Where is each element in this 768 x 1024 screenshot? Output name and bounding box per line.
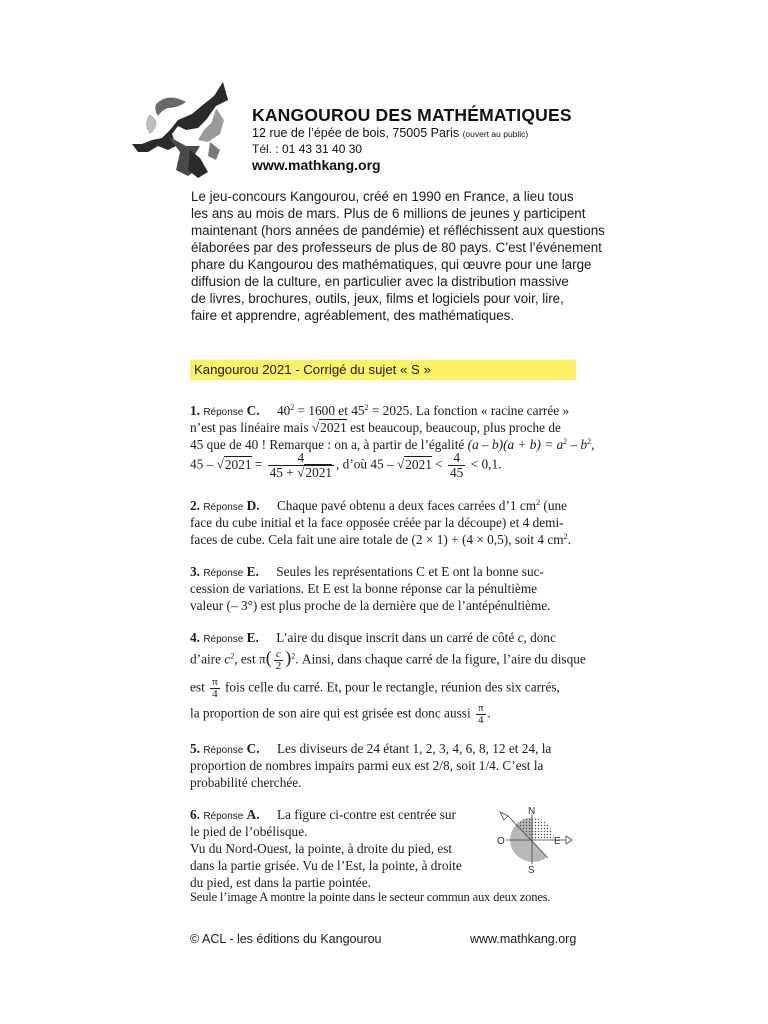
text: . xyxy=(487,705,491,721)
sup: 2 xyxy=(364,403,369,412)
answer-label: Réponse xyxy=(203,502,244,513)
fraction xyxy=(448,451,465,480)
answer-2 xyxy=(190,497,580,549)
text: = 1600 et 45 xyxy=(294,403,365,418)
text: . Ainsi, dans chaque carré de la figure, l’aire du disque xyxy=(295,651,586,667)
text: du pied, est dans la partie pointée. xyxy=(190,875,371,890)
text: fois celle du carré. Et, pour le rectangle, réunion des six carrés, xyxy=(221,679,560,695)
answer-number: 4. xyxy=(190,630,200,645)
text: , xyxy=(591,437,595,452)
numerator: 4 xyxy=(268,451,334,466)
answer-label: Réponse xyxy=(203,811,244,822)
east-arrow-icon xyxy=(566,836,572,844)
intro-line: les ans au mois de mars. Plus de 6 millions de jeunes y participent xyxy=(191,206,586,221)
text: , donc xyxy=(523,630,556,645)
section-header xyxy=(190,360,576,380)
text: 45 + xyxy=(269,465,298,480)
text: valeur (– 3°) est plus proche de la dernière que de l’antépénultième. xyxy=(190,598,551,613)
math: – b xyxy=(567,437,588,452)
intro-line: phare du Kangourou des mathématiques, qui œuvre pour une large xyxy=(191,257,592,272)
answer-label: Réponse xyxy=(203,568,244,579)
math: (a – b)(a + b) = a xyxy=(467,437,564,452)
sup: 2 xyxy=(290,403,295,412)
address-text: 12 rue de l’épée de bois, 75005 Paris xyxy=(252,126,460,140)
numerator: π xyxy=(477,702,484,714)
fraction xyxy=(210,677,220,700)
numerator: 4 xyxy=(448,451,465,466)
intro-line: élaborées par des professeurs de plus de 80 pays. C’est l’événement xyxy=(191,240,602,255)
sup: 2 xyxy=(291,651,296,661)
answer-letter: E. xyxy=(246,630,259,645)
intro-paragraph xyxy=(191,188,605,324)
text: est xyxy=(190,679,209,695)
text: La figure ci-contre est centrée sur xyxy=(276,807,456,822)
denominator: 4 xyxy=(212,688,218,700)
sqrt-term: 2021 xyxy=(305,465,333,480)
org-address xyxy=(252,126,528,140)
compass-east: E xyxy=(554,836,561,847)
text: = xyxy=(251,456,266,472)
text: est beaucoup, beaucoup, plus proche de xyxy=(346,420,561,435)
answer-letter: A. xyxy=(246,807,260,822)
math: c xyxy=(224,651,231,667)
text: 40 xyxy=(276,403,291,418)
text: . xyxy=(567,532,571,547)
org-title: KANGOUROU DES MATHÉMATIQUES xyxy=(252,105,572,125)
denominator: 45 + √2021 xyxy=(269,465,333,480)
text: la proportion de son aire qui est grisée est donc aussi xyxy=(190,705,474,721)
footer-website: www.mathkang.org xyxy=(470,932,577,946)
sqrt-term: 2021 xyxy=(405,456,432,472)
sup: 2 xyxy=(563,532,568,541)
text: Seules les représentations C et E ont la bonne suc- xyxy=(276,564,544,579)
answer-4: 4. Réponse E. L’aire du disque inscrit dans un carré de côté c, donc d’aire $c^2$, est π( $\frac{c}{2}$ )$^2$. Ainsi, dans chaque carré de la figure, l’aire du disque est $\frac{\pi}{4}$ fois celle du carré. Et, pour le rectangle, réunion des six carrés, la proportion de son aire qui est grisée est donc aussi $\frac{\pi}{4}$ . xyxy=(190,630,586,726)
text: n’est pas linéaire mais xyxy=(190,420,312,435)
sup: 2 xyxy=(587,437,592,446)
answer-1: 1. Réponse C. $40^2 = 1600$ et $45^2 = 2025$. La fonction « racine carrée » n’est pas linéaire mais √2021 est beaucoup, beaucoup, plus proche de 45 que de 40 ! Remarque : on a, à partir de l’égalité $(a - b)(a + b) = a^2 - b^2$, 45 – √2021 = $\frac{4}{45 + √2021}$ , d’où 45 – √2021 < $\frac{4}{45}$ < 0,1. xyxy=(190,403,595,480)
answer-3 xyxy=(190,563,580,615)
numerator: c xyxy=(274,649,284,661)
address-note: (ouvert au public) xyxy=(462,129,529,139)
footer-copyright: © ACL - les éditions du Kangourou xyxy=(190,932,382,946)
compass-west: O xyxy=(497,836,505,847)
text: 45 – xyxy=(190,456,217,472)
answer-number: 6. xyxy=(190,807,200,822)
text: d’aire xyxy=(190,651,225,667)
text: = 2025. La fonction « racine carrée » xyxy=(368,403,570,418)
org-website: www.mathkang.org xyxy=(252,157,381,173)
compass-north: N xyxy=(528,806,536,817)
denominator: 45 xyxy=(450,465,464,480)
text: Vu du Nord-Ouest, la pointe, à droite du pied, est xyxy=(190,841,453,856)
text: Les diviseurs de 24 étant 1, 2, 3, 4, 6, 8, 12 et 24, la xyxy=(276,741,552,756)
answer-number: 2. xyxy=(190,498,200,513)
sup: 2 xyxy=(536,498,541,507)
text: face du cube initial et la face opposée créée par la découpe) et 4 demi- xyxy=(190,515,564,530)
intro-line: de livres, brochures, outils, jeux, films et logiciels pour voir, lire, xyxy=(191,291,564,306)
answer-number: 5. xyxy=(190,741,200,756)
nw-arrow-icon xyxy=(500,812,508,820)
denominator: 4 xyxy=(478,714,484,726)
text: cession de variations. Et E est la bonne réponse car la pénultième xyxy=(190,581,538,596)
text: , d’où 45 – xyxy=(336,456,397,472)
fraction xyxy=(274,649,284,672)
answer-5 xyxy=(190,740,580,792)
sqrt-term: 2021 xyxy=(224,456,252,472)
org-phone: Tél. : 01 43 31 40 30 xyxy=(252,142,363,156)
answer-letter: C. xyxy=(246,741,260,756)
answer-number: 3. xyxy=(190,564,200,579)
text: faces de cube. Cela fait une aire totale de (2 × 1) + (4 × 0,5), soit 4 cm xyxy=(190,532,564,547)
sqrt-term: 2021 xyxy=(320,420,347,435)
text: , est π xyxy=(234,651,266,667)
sup: 2 xyxy=(563,437,568,446)
text: L’aire du disque inscrit dans un carré de côté xyxy=(276,630,518,645)
text: dans la partie grisée. Vu de l’Est, la pointe, à droite xyxy=(190,858,462,873)
denominator: 2 xyxy=(275,660,282,672)
answer-label: Réponse xyxy=(203,745,244,756)
fraction xyxy=(476,703,486,726)
numerator: π xyxy=(212,676,218,688)
text: le pied de l’obélisque. xyxy=(190,824,308,839)
compass-figure xyxy=(492,806,576,878)
text: (une xyxy=(540,498,568,513)
text: < xyxy=(431,456,447,472)
math: c xyxy=(517,630,524,645)
text: Seule l’image A montre la pointe dans le secteur commun aux deux zones. xyxy=(190,890,551,904)
compass-south: S xyxy=(528,865,535,876)
answer-letter: E. xyxy=(246,564,259,579)
answer-letter: D. xyxy=(246,498,260,513)
intro-line: faire et apprendre, agréablement, des mathématiques. xyxy=(191,308,515,323)
sup: 2 xyxy=(230,651,235,661)
text: Chaque pavé obtenu a deux faces carrées d’1 cm xyxy=(276,498,537,513)
kangaroo-logo xyxy=(128,80,246,180)
section-title: Kangourou 2021 - Corrigé du sujet « S » xyxy=(194,362,431,377)
text: < 0,1. xyxy=(467,456,502,472)
text: proportion de nombres impairs parmi eux est 2/8, soit 1/4. C’est la xyxy=(190,758,544,773)
fraction xyxy=(268,451,334,480)
answer-label: Réponse xyxy=(203,407,244,418)
intro-line: maintenant (hors années de pandémie) et réfléchissent aux questions xyxy=(191,223,605,238)
text: 45 que de 40 ! Remarque : on a, à partir de l’égalité xyxy=(190,437,468,452)
intro-line: Le jeu-concours Kangourou, créé en 1990 en France, a lieu tous xyxy=(191,189,574,204)
answer-number: 1. xyxy=(190,403,200,418)
answer-label: Réponse xyxy=(203,634,244,645)
intro-line: diffusion de la culture, en particulier avec la distribution massive xyxy=(191,274,569,289)
text: probabilité cherchée. xyxy=(190,775,302,790)
answer-letter: C. xyxy=(246,403,260,418)
